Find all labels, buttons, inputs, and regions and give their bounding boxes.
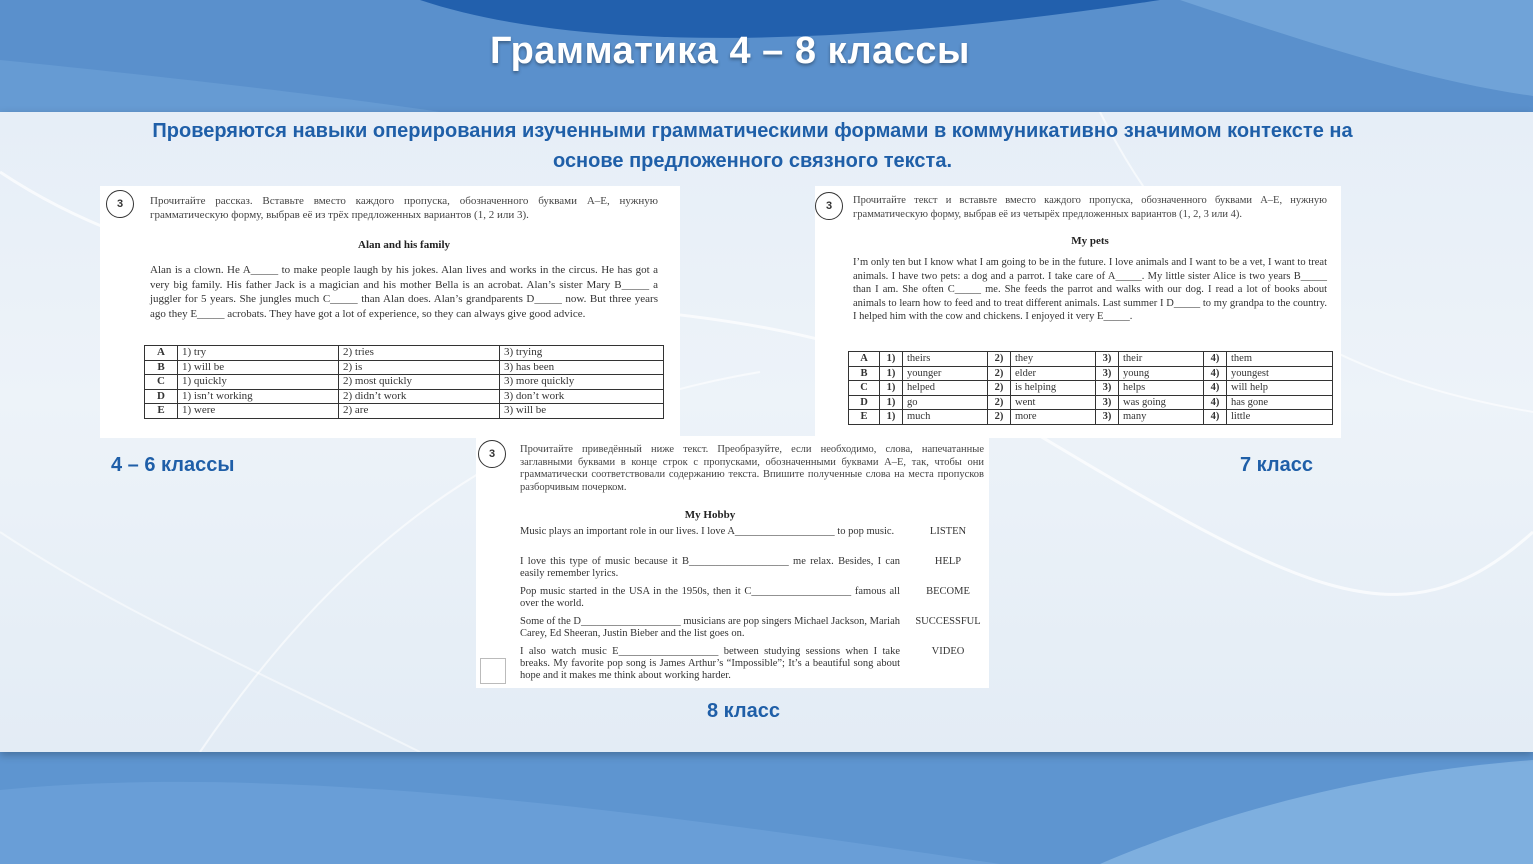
option-cell: elder <box>1011 366 1096 381</box>
task-number-badge: 3 <box>106 190 134 218</box>
list-item <box>520 616 988 640</box>
table-row <box>849 352 1333 367</box>
row-keyword: SUCCESSFUL <box>915 616 981 627</box>
option-letter: E <box>849 410 880 425</box>
option-cell: younger <box>903 366 988 381</box>
task-sheet-7 <box>815 186 1341 438</box>
option-cell: 2) didn’t work <box>339 389 500 404</box>
option-number: 3) <box>1096 410 1119 425</box>
option-number: 2) <box>988 381 1011 396</box>
option-cell: has gone <box>1227 395 1333 410</box>
option-cell: more <box>1011 410 1096 425</box>
text-title: My pets <box>1071 235 1109 247</box>
row-keyword: VIDEO <box>931 646 965 657</box>
option-cell: 1) were <box>178 404 339 419</box>
option-number: 4) <box>1204 352 1227 367</box>
text-title: Alan and his family <box>358 239 450 251</box>
option-cell: much <box>903 410 988 425</box>
task-number-badge: 3 <box>478 440 506 468</box>
list-item <box>520 586 988 610</box>
task-number-badge: 3 <box>815 192 843 220</box>
option-cell: 2) is <box>339 360 500 375</box>
task-instruction: Прочитайте приведённый ниже текст. Преобразуйте, если необходимо, слова, напечатанные заглавными буквами в конце строк с пропусками, обозначенными буквами A–E, так, чтобы они грамматически соответствовали содержанию текста. Впишите полученные слова на места пропусков разборчивым почерком. <box>520 444 984 493</box>
label-grade-7: 7 класс <box>1240 454 1314 476</box>
task-sheet-8 <box>476 436 989 688</box>
option-cell: 1) quickly <box>178 375 339 390</box>
option-cell: 3) trying <box>500 346 664 361</box>
options-table <box>144 345 664 419</box>
option-cell: 1) isn’t working <box>178 389 339 404</box>
list-item <box>520 646 988 682</box>
option-cell: they <box>1011 352 1096 367</box>
option-cell: youngest <box>1227 366 1333 381</box>
slide-subtitle: Проверяются навыки оперирования изученными грамматическими формами в коммуникативно значимом контексте на основе предложенного связного текста. <box>152 120 1353 172</box>
row-keyword: BECOME <box>926 586 970 597</box>
option-cell: go <box>903 395 988 410</box>
option-cell: 3) has been <box>500 360 664 375</box>
option-letter: B <box>145 360 178 375</box>
task-sheet-4-6 <box>100 186 680 438</box>
list-item <box>520 556 988 580</box>
row-text: Music plays an important role in our lives. I love A___________________ to pop music. <box>520 526 895 537</box>
answer-box <box>480 658 506 684</box>
option-cell: 2) most quickly <box>339 375 500 390</box>
option-cell: will help <box>1227 381 1333 396</box>
label-grade-8: 8 класс <box>707 700 781 722</box>
list-item <box>520 526 988 538</box>
option-number: 1) <box>880 395 903 410</box>
option-number: 4) <box>1204 381 1227 396</box>
option-letter: A <box>145 346 178 361</box>
option-cell: 1) will be <box>178 360 339 375</box>
table-row <box>145 389 664 404</box>
option-cell: their <box>1119 352 1204 367</box>
table-row <box>849 381 1333 396</box>
option-cell: 1) try <box>178 346 339 361</box>
option-cell: 3) don’t work <box>500 389 664 404</box>
option-number: 1) <box>880 366 903 381</box>
row-text: Some of the D___________________ musicians are pop singers Michael Jackson, Mariah Carey, Ed Sheeran, Justin Bieber and the list goes on. <box>520 616 900 639</box>
option-cell: them <box>1227 352 1333 367</box>
option-cell: 3) more quickly <box>500 375 664 390</box>
option-number: 3) <box>1096 366 1119 381</box>
option-number: 2) <box>988 352 1011 367</box>
option-letter: E <box>145 404 178 419</box>
option-cell: 2) tries <box>339 346 500 361</box>
row-keyword: HELP <box>934 556 962 567</box>
option-number: 3) <box>1096 381 1119 396</box>
option-letter: C <box>145 375 178 390</box>
option-number: 1) <box>880 381 903 396</box>
table-row <box>849 395 1333 410</box>
label-grade-4-6: 4 – 6 классы <box>111 454 235 476</box>
option-letter: D <box>145 389 178 404</box>
option-cell: helps <box>1119 381 1204 396</box>
option-cell: is helping <box>1011 381 1096 396</box>
table-row <box>145 346 664 361</box>
option-cell: many <box>1119 410 1204 425</box>
task-text: I’m only ten but I know what I am going to be in the future. I love animals and I want to be a vet, I want to treat animals. I have two pets: a dog and a parrot. I take care of A_____. My little sister Alice is two years B_____ than I am. She often C_____ me. She feeds the parrot and walks with our dog. I read a lot of books about animals to learn how to feed and to treat different animals. Last summer I D_____ to my grandpa to the country. I helped him with the cow and chickens. I enjoyed it very E_____. <box>853 257 1327 323</box>
table-row <box>145 360 664 375</box>
table-row <box>849 410 1333 425</box>
option-number: 2) <box>988 366 1011 381</box>
row-keyword: LISTEN <box>929 526 967 537</box>
option-letter: B <box>849 366 880 381</box>
option-cell: little <box>1227 410 1333 425</box>
option-letter: A <box>849 352 880 367</box>
option-number: 1) <box>880 352 903 367</box>
option-cell: was going <box>1119 395 1204 410</box>
option-cell: 2) are <box>339 404 500 419</box>
slide-title: Грамматика 4 – 8 классы <box>489 30 971 72</box>
option-letter: D <box>849 395 880 410</box>
option-cell: went <box>1011 395 1096 410</box>
option-number: 4) <box>1204 395 1227 410</box>
row-text: Pop music started in the USA in the 1950s, then it C___________________ famous all over the world. <box>520 586 900 609</box>
option-cell: helped <box>903 381 988 396</box>
table-row <box>849 366 1333 381</box>
task-instruction: Прочитайте рассказ. Вставьте вместо каждого пропуска, обозначенного буквами A–E, нужную грамматическую форму, выбрав её из трёх предложенных вариантов (1, 2 или 3). <box>150 195 658 221</box>
option-number: 2) <box>988 395 1011 410</box>
option-number: 1) <box>880 410 903 425</box>
option-number: 4) <box>1204 366 1227 381</box>
task-text: Alan is a clown. He A_____ to make people laugh by his jokes. Alan lives and works in the circus. He has got a very big family. His father Jack is a magician and his mother Bella is an acrobat. Alan’s sister Mary B_____ a juggler for 5 years. She jungles much C_____ than Alan does. Alan’s grandparents D_____ now. But three years ago they E_____ acrobats. They have got a lot of experience, so they can always give good advice. <box>150 264 658 320</box>
row-text: I love this type of music because it B___________________ me relax. Besides, I can easily remember lyrics. <box>520 556 900 579</box>
option-cell: young <box>1119 366 1204 381</box>
task-instruction: Прочитайте текст и вставьте вместо каждого пропуска, обозначенного буквами A–E, нужную грамматическую форму, выбрав её из четырёх предложенных вариантов (1, 2, 3 или 4). <box>853 195 1327 220</box>
table-row <box>145 375 664 390</box>
option-number: 3) <box>1096 395 1119 410</box>
option-number: 2) <box>988 410 1011 425</box>
options-table <box>848 351 1333 425</box>
option-letter: C <box>849 381 880 396</box>
row-text: I also watch music E___________________ between studying sessions when I take breaks. My favorite pop song is James Arthur’s “Impossible”; It’s a beautiful song about hope and it makes me think about working harder. <box>520 646 900 681</box>
text-title: My Hobby <box>684 509 736 521</box>
option-number: 4) <box>1204 410 1227 425</box>
table-row <box>145 404 664 419</box>
option-number: 3) <box>1096 352 1119 367</box>
option-cell: 3) will be <box>500 404 664 419</box>
option-cell: theirs <box>903 352 988 367</box>
